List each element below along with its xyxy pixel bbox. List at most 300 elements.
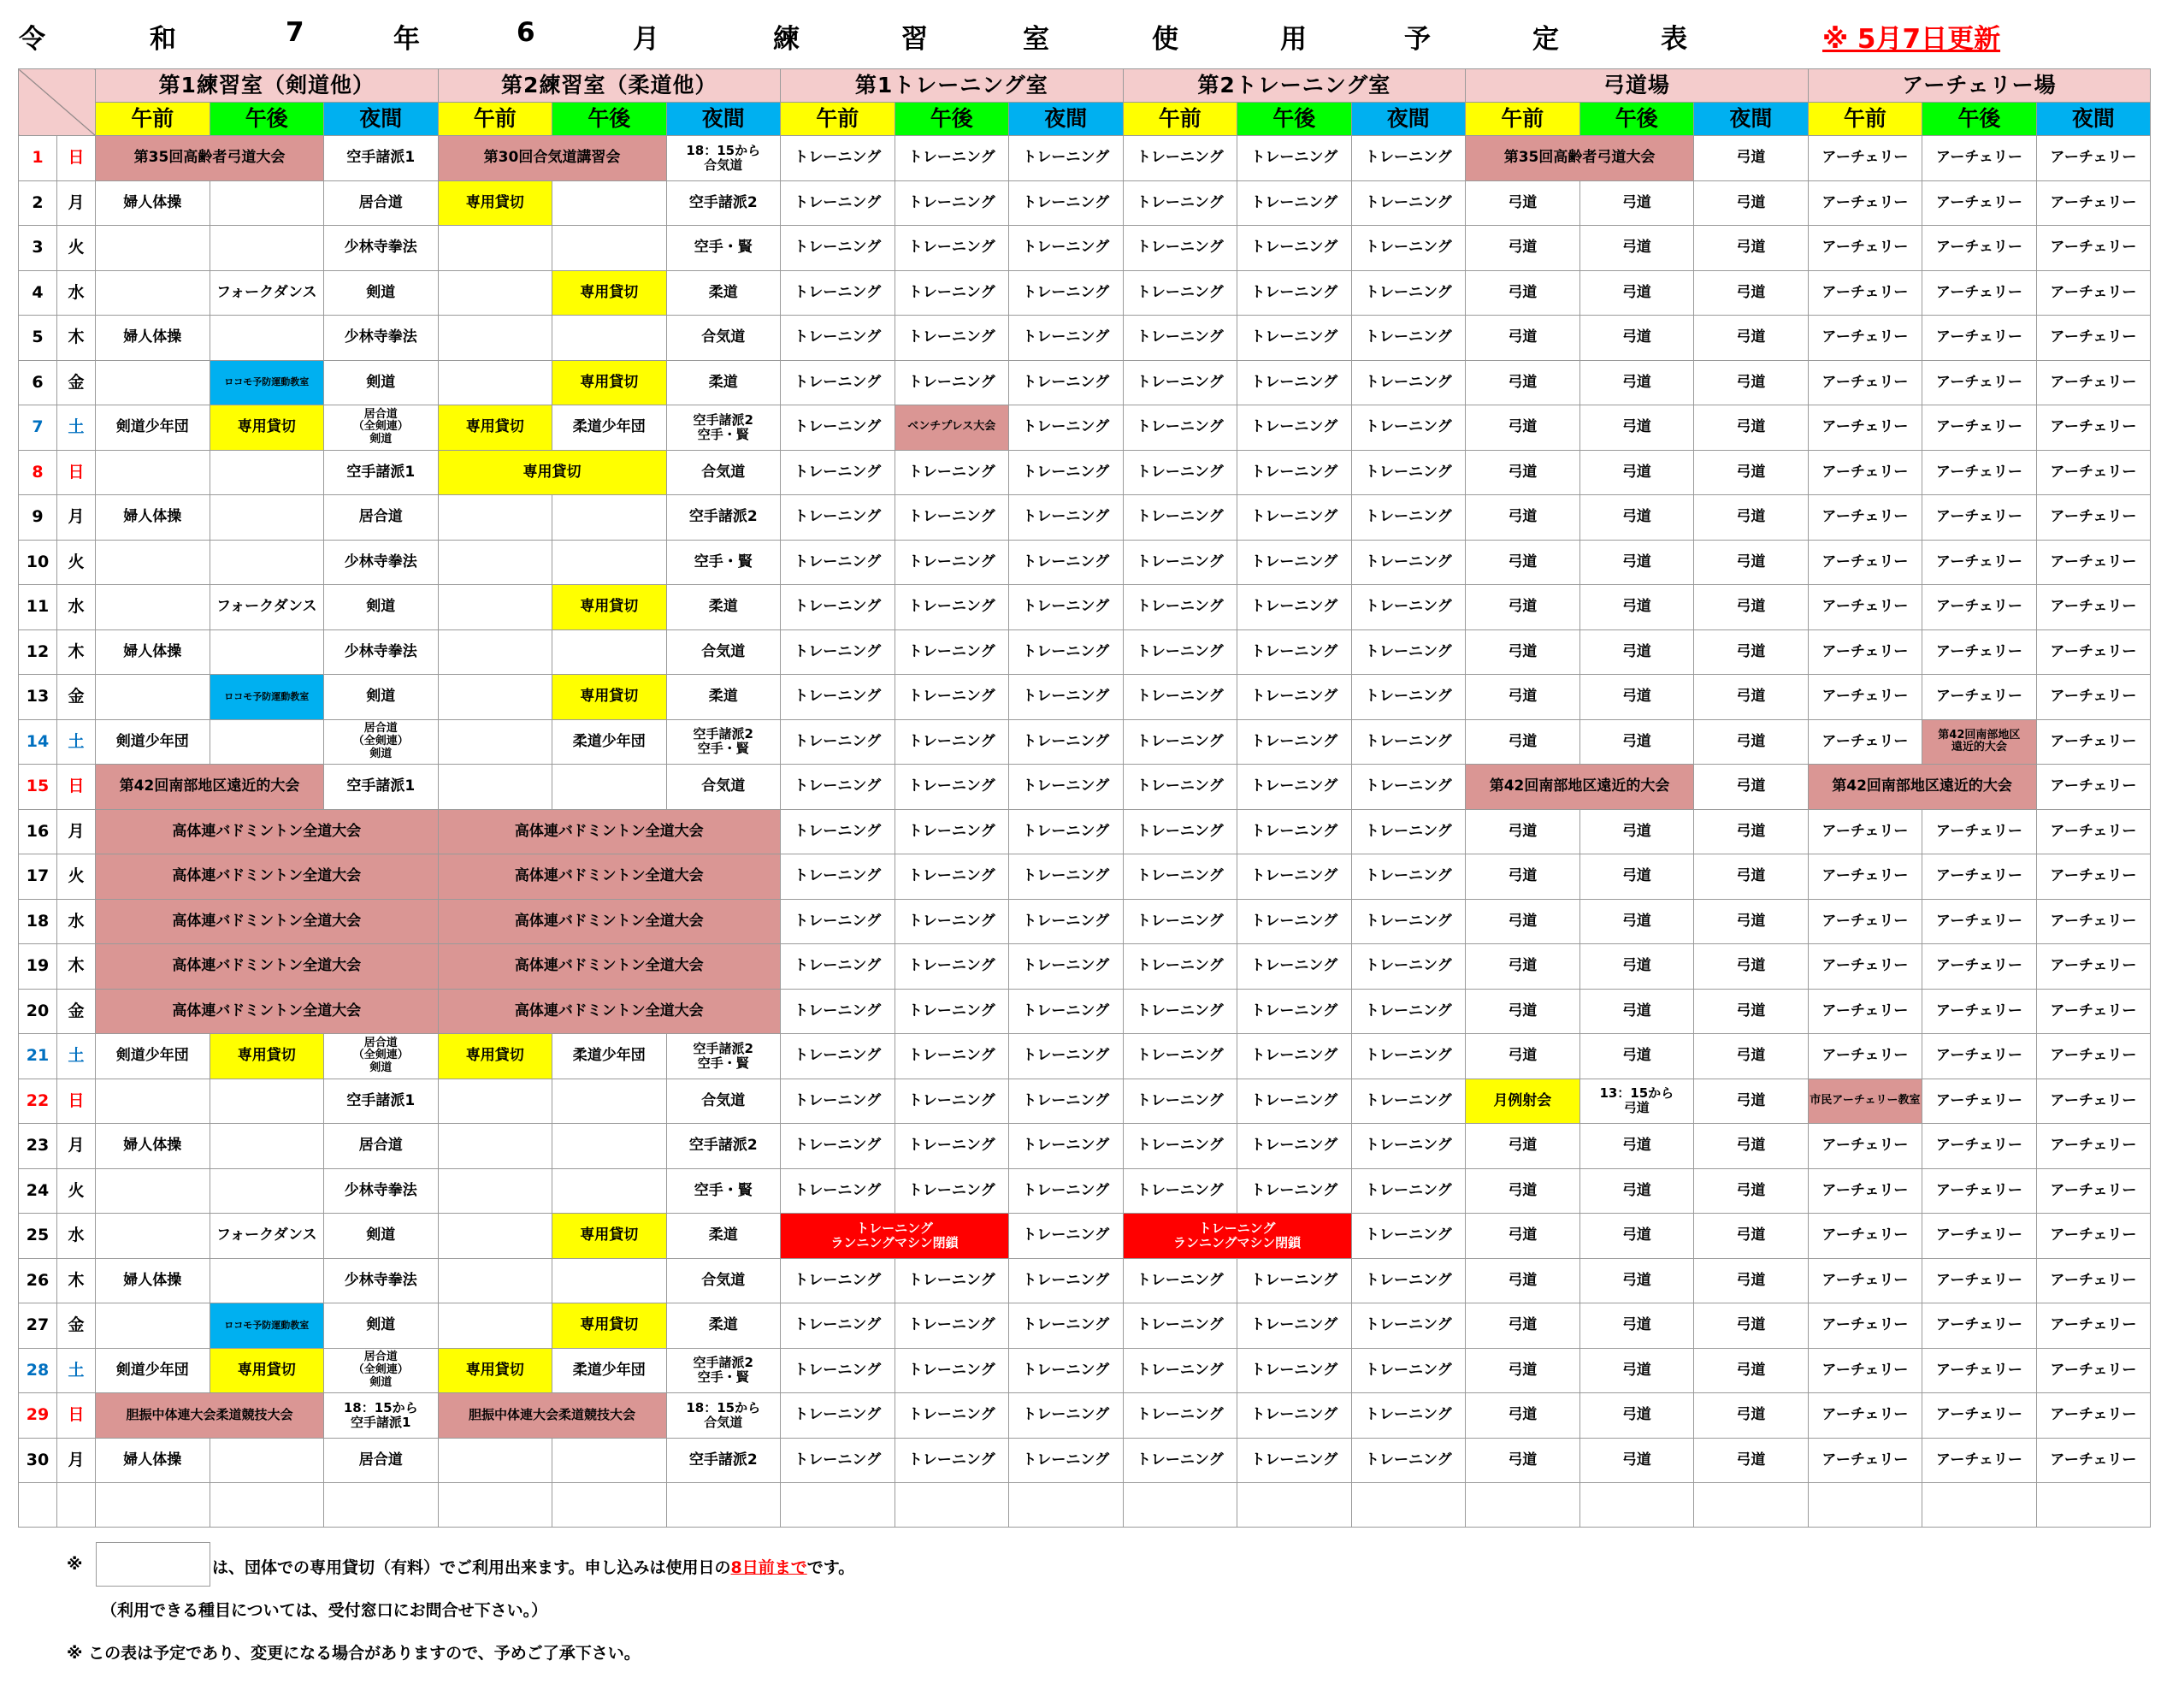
schedule-cell: アーチェリー: [1808, 1393, 1922, 1439]
schedule-cell: アーチェリー: [2036, 765, 2151, 810]
schedule-cell: 専用貸切: [210, 405, 324, 451]
schedule-cell: トレーニング: [1351, 719, 1466, 765]
schedule-cell: トレーニング: [1009, 809, 1124, 854]
schedule-cell: トレーニング: [1237, 405, 1352, 451]
schedule-cell: アーチェリー: [1808, 316, 1922, 361]
day-row: [19, 360, 2151, 405]
schedule-cell: 弓道: [1466, 540, 1580, 585]
schedule-cell: トレーニング: [895, 1168, 1009, 1214]
schedule-cell: トレーニング: [1237, 316, 1352, 361]
schedule-cell: トレーニング: [1009, 585, 1124, 630]
schedule-cell: 弓道: [1466, 405, 1580, 451]
schedule-cell: トレーニング: [1009, 1393, 1124, 1439]
day-number: 25: [19, 1214, 57, 1259]
schedule-cell: アーチェリー: [1808, 360, 1922, 405]
period-header-evening: 夜間: [324, 103, 439, 136]
schedule-cell: 弓道: [1579, 1258, 1694, 1303]
schedule-cell: トレーニング: [1237, 1438, 1352, 1483]
schedule-cell: ロコモ予防運動教室: [210, 675, 324, 720]
schedule-cell: トレーニング: [1123, 719, 1237, 765]
schedule-cell: 剣道: [324, 1214, 439, 1259]
schedule-cell: アーチェリー: [1808, 854, 1922, 900]
schedule-cell: 第35回高齢者弓道大会: [96, 136, 324, 181]
schedule-cell: [96, 360, 210, 405]
schedule-cell: 弓道: [1466, 1438, 1580, 1483]
day-row: [19, 136, 2151, 181]
schedule-cell: 弓道: [1579, 809, 1694, 854]
title-char: 習: [901, 24, 928, 55]
schedule-cell: ベンチプレス大会: [895, 405, 1009, 451]
schedule-cell: 弓道: [1694, 944, 1809, 990]
legend-swatch: [96, 1542, 210, 1587]
schedule-cell: トレーニング: [1237, 1034, 1352, 1079]
room-header-row: [19, 69, 2151, 103]
schedule-cell: 弓道: [1466, 1124, 1580, 1169]
schedule-cell: 18：15から 合気道: [666, 1393, 781, 1439]
schedule-cell: トレーニング: [895, 1348, 1009, 1393]
schedule-cell: アーチェリー: [2036, 1393, 2151, 1439]
schedule-cell: 剣道: [324, 675, 439, 720]
schedule-cell: トレーニング: [895, 944, 1009, 990]
schedule-cell: トレーニング: [895, 495, 1009, 541]
schedule-cell: トレーニング: [781, 1393, 895, 1439]
schedule-cell: トレーニング: [1237, 1168, 1352, 1214]
schedule-cell: トレーニング: [1123, 675, 1237, 720]
schedule-cell: 剣道少年団: [96, 1348, 210, 1393]
schedule-cell: アーチェリー: [1922, 540, 2037, 585]
schedule-cell: アーチェリー: [1808, 540, 1922, 585]
schedule-cell: 高体連バドミントン全道大会: [438, 809, 781, 854]
day-number: 23: [19, 1124, 57, 1169]
schedule-cell: 高体連バドミントン全道大会: [96, 899, 439, 944]
schedule-cell: トレーニング: [895, 180, 1009, 226]
schedule-cell: アーチェリー: [1922, 180, 2037, 226]
schedule-cell: トレーニング: [1237, 270, 1352, 316]
schedule-cell: トレーニング: [1009, 1124, 1124, 1169]
schedule-cell: 弓道: [1466, 1348, 1580, 1393]
empty-cell: [57, 1483, 96, 1528]
schedule-cell: 弓道: [1579, 1124, 1694, 1169]
schedule-cell: トレーニング: [1009, 270, 1124, 316]
schedule-cell: トレーニング: [1123, 1303, 1237, 1349]
day-row: [19, 1393, 2151, 1439]
title-char: 令: [19, 24, 45, 55]
schedule-cell: トレーニング: [1237, 809, 1352, 854]
day-row: [19, 495, 2151, 541]
schedule-cell: アーチェリー: [1808, 136, 1922, 181]
schedule-cell: ロコモ予防運動教室: [210, 1303, 324, 1349]
schedule-cell: トレーニング: [1009, 1303, 1124, 1349]
schedule-cell: 弓道: [1579, 629, 1694, 675]
weekday: 月: [57, 495, 96, 541]
note-line-2: （利用できる種目については、受付窓口にお問合せ下さい。）: [101, 1601, 548, 1620]
schedule-cell: トレーニング: [1009, 136, 1124, 181]
schedule-cell: アーチェリー: [2036, 629, 2151, 675]
schedule-cell: アーチェリー: [1922, 1348, 2037, 1393]
schedule-cell: アーチェリー: [2036, 180, 2151, 226]
schedule-cell: トレーニング: [1237, 1393, 1352, 1439]
period-header-am: 午前: [781, 103, 895, 136]
schedule-cell: アーチェリー: [1922, 854, 2037, 900]
schedule-cell: トレーニング: [895, 854, 1009, 900]
schedule-cell: 胆振中体連大会柔道競技大会: [438, 1393, 666, 1439]
schedule-cell: 弓道: [1694, 719, 1809, 765]
weekday: 月: [57, 180, 96, 226]
schedule-cell: トレーニング: [1009, 226, 1124, 271]
schedule-cell: アーチェリー: [1922, 1168, 2037, 1214]
schedule-cell: 弓道: [1579, 944, 1694, 990]
schedule-cell: アーチェリー: [1808, 1303, 1922, 1349]
schedule-cell: 弓道: [1579, 540, 1694, 585]
schedule-cell: アーチェリー: [1808, 809, 1922, 854]
schedule-cell: [210, 316, 324, 361]
schedule-cell: トレーニング: [1009, 629, 1124, 675]
schedule-cell: トレーニング: [781, 1124, 895, 1169]
weekday: 日: [57, 450, 96, 495]
schedule-cell: トレーニング: [1123, 316, 1237, 361]
empty-cell: [1351, 1483, 1466, 1528]
day-number: 1: [19, 136, 57, 181]
schedule-cell: 弓道: [1579, 450, 1694, 495]
schedule-cell: 高体連バドミントン全道大会: [438, 854, 781, 900]
schedule-cell: トレーニング: [895, 1258, 1009, 1303]
schedule-cell: アーチェリー: [1922, 1214, 2037, 1259]
weekday: 水: [57, 899, 96, 944]
schedule-cell: 弓道: [1579, 180, 1694, 226]
schedule-cell: トレーニング: [1351, 765, 1466, 810]
day-row: [19, 1303, 2151, 1349]
schedule-cell: [552, 226, 667, 271]
schedule-cell: アーチェリー: [2036, 1303, 2151, 1349]
schedule-cell: トレーニング: [781, 899, 895, 944]
schedule-cell: トレーニング: [1237, 136, 1352, 181]
schedule-cell: 居合道: [324, 1124, 439, 1169]
empty-cell: [1123, 1483, 1237, 1528]
schedule-cell: アーチェリー: [2036, 854, 2151, 900]
day-number: 29: [19, 1393, 57, 1439]
period-header-am: 午前: [1808, 103, 1922, 136]
schedule-cell: 居合道: [324, 180, 439, 226]
schedule-cell: アーチェリー: [1922, 360, 2037, 405]
schedule-cell: 弓道: [1694, 1258, 1809, 1303]
schedule-cell: 高体連バドミントン全道大会: [438, 899, 781, 944]
schedule-cell: 居合道 （全剣連） 剣道: [324, 405, 439, 451]
schedule-cell: 柔道少年団: [552, 1034, 667, 1079]
schedule-cell: 専用貸切: [438, 405, 552, 451]
title-char: 年: [393, 24, 420, 55]
schedule-cell: 弓道: [1579, 1034, 1694, 1079]
schedule-table: [18, 68, 2151, 1528]
schedule-cell: トレーニング: [1351, 1168, 1466, 1214]
schedule-cell: 弓道: [1466, 316, 1580, 361]
day-row: [19, 809, 2151, 854]
schedule-cell: トレーニング: [781, 1168, 895, 1214]
schedule-cell: トレーニング: [1237, 1348, 1352, 1393]
schedule-cell: [552, 1124, 667, 1169]
empty-cell: [324, 1483, 439, 1528]
schedule-cell: 弓道: [1466, 585, 1580, 630]
schedule-cell: 空手諸派1: [324, 136, 439, 181]
weekday: 月: [57, 1438, 96, 1483]
schedule-cell: アーチェリー: [1808, 1348, 1922, 1393]
empty-cell: [1009, 1483, 1124, 1528]
schedule-cell: アーチェリー: [1808, 1258, 1922, 1303]
schedule-cell: [438, 1168, 552, 1214]
period-header-evening: 夜間: [1694, 103, 1809, 136]
day-row: [19, 180, 2151, 226]
room-header: 弓道場: [1466, 69, 1809, 103]
schedule-cell: [210, 180, 324, 226]
schedule-cell: 空手諸派2: [666, 180, 781, 226]
day-number: 14: [19, 719, 57, 765]
schedule-cell: 高体連バドミントン全道大会: [96, 989, 439, 1034]
schedule-cell: トレーニング: [895, 675, 1009, 720]
empty-cell: [210, 1483, 324, 1528]
schedule-cell: [210, 629, 324, 675]
schedule-cell: アーチェリー: [1808, 899, 1922, 944]
room-header: アーチェリー場: [1808, 69, 2151, 103]
schedule-cell: アーチェリー: [1922, 1303, 2037, 1349]
schedule-cell: トレーニング: [1237, 675, 1352, 720]
schedule-cell: アーチェリー: [1808, 1438, 1922, 1483]
schedule-cell: 第42回南部地区 遠近的大会: [1922, 719, 2037, 765]
schedule-cell: アーチェリー: [2036, 899, 2151, 944]
schedule-cell: トレーニング: [895, 1303, 1009, 1349]
schedule-cell: トレーニング: [895, 899, 1009, 944]
schedule-cell: [96, 1168, 210, 1214]
schedule-cell: 弓道: [1466, 180, 1580, 226]
page-title: [19, 12, 2140, 60]
schedule-cell: トレーニング: [1123, 495, 1237, 541]
schedule-cell: 高体連バドミントン全道大会: [96, 854, 439, 900]
title-char: 使: [1152, 24, 1178, 55]
schedule-cell: 弓道: [1466, 809, 1580, 854]
schedule-cell: 少林寺拳法: [324, 1168, 439, 1214]
schedule-cell: トレーニング: [1237, 450, 1352, 495]
weekday: 月: [57, 1124, 96, 1169]
schedule-cell: アーチェリー: [2036, 270, 2151, 316]
schedule-cell: 弓道: [1694, 1393, 1809, 1439]
schedule-cell: 婦人体操: [96, 1124, 210, 1169]
empty-cell: [1466, 1483, 1580, 1528]
schedule-cell: [438, 495, 552, 541]
weekday: 土: [57, 1034, 96, 1079]
schedule-cell: [210, 1438, 324, 1483]
schedule-cell: 専用貸切: [552, 360, 667, 405]
title-char: 練: [773, 24, 800, 55]
schedule-cell: アーチェリー: [1922, 989, 2037, 1034]
day-row: [19, 629, 2151, 675]
schedule-cell: トレーニング: [1009, 495, 1124, 541]
schedule-cell: フォークダンス: [210, 585, 324, 630]
period-header-pm: 午後: [1922, 103, 2037, 136]
day-number: 4: [19, 270, 57, 316]
schedule-cell: 弓道: [1579, 675, 1694, 720]
schedule-cell: トレーニング: [1351, 629, 1466, 675]
schedule-cell: トレーニング ランニングマシン閉鎖: [781, 1214, 1009, 1259]
schedule-cell: アーチェリー: [1922, 316, 2037, 361]
schedule-cell: [96, 1303, 210, 1349]
schedule-cell: 弓道: [1579, 405, 1694, 451]
schedule-cell: トレーニング: [895, 1124, 1009, 1169]
note-mark: ※: [67, 1555, 83, 1574]
schedule-cell: トレーニング: [1351, 450, 1466, 495]
schedule-cell: トレーニング: [1009, 719, 1124, 765]
schedule-cell: トレーニング: [1009, 1438, 1124, 1483]
schedule-cell: 専用貸切: [210, 1034, 324, 1079]
schedule-cell: 弓道: [1579, 495, 1694, 541]
schedule-cell: 弓道: [1694, 405, 1809, 451]
schedule-cell: アーチェリー: [2036, 1168, 2151, 1214]
schedule-cell: トレーニング: [1009, 1214, 1124, 1259]
schedule-cell: トレーニング: [895, 360, 1009, 405]
schedule-cell: アーチェリー: [2036, 1079, 2151, 1124]
schedule-cell: アーチェリー: [2036, 1438, 2151, 1483]
schedule-cell: [210, 495, 324, 541]
schedule-cell: 弓道: [1694, 1303, 1809, 1349]
empty-cell: [19, 1483, 57, 1528]
schedule-cell: 弓道: [1466, 854, 1580, 900]
schedule-cell: フォークダンス: [210, 270, 324, 316]
schedule-cell: 婦人体操: [96, 1438, 210, 1483]
schedule-cell: トレーニング: [1351, 1303, 1466, 1349]
title-char: 室: [1023, 24, 1049, 55]
schedule-cell: 第42回南部地区遠近的大会: [96, 765, 324, 810]
schedule-cell: アーチェリー: [1922, 675, 2037, 720]
period-header-evening: 夜間: [2036, 103, 2151, 136]
schedule-cell: アーチェリー: [1808, 450, 1922, 495]
schedule-cell: 居合道 （全剣連） 剣道: [324, 719, 439, 765]
schedule-cell: アーチェリー: [1808, 226, 1922, 271]
schedule-cell: トレーニング: [1351, 585, 1466, 630]
title-char: 予: [1404, 24, 1431, 55]
schedule-cell: [438, 1438, 552, 1483]
schedule-cell: トレーニング: [1237, 899, 1352, 944]
schedule-cell: トレーニング: [781, 629, 895, 675]
day-row: [19, 1168, 2151, 1214]
schedule-cell: [210, 226, 324, 271]
empty-cell: [1237, 1483, 1352, 1528]
weekday: 土: [57, 719, 96, 765]
schedule-cell: 柔道少年団: [552, 1348, 667, 1393]
schedule-cell: 弓道: [1694, 180, 1809, 226]
schedule-cell: [438, 765, 552, 810]
schedule-cell: 柔道少年団: [552, 719, 667, 765]
day-row: [19, 1079, 2151, 1124]
schedule-cell: 弓道: [1579, 854, 1694, 900]
empty-cell: [1922, 1483, 2037, 1528]
schedule-cell: [210, 1079, 324, 1124]
schedule-cell: トレーニング: [895, 226, 1009, 271]
weekday: 水: [57, 270, 96, 316]
schedule-cell: 合気道: [666, 316, 781, 361]
schedule-cell: トレーニング: [1351, 136, 1466, 181]
period-header-pm: 午後: [895, 103, 1009, 136]
weekday: 金: [57, 989, 96, 1034]
schedule-cell: 剣道少年団: [96, 405, 210, 451]
schedule-cell: トレーニング: [1351, 1079, 1466, 1124]
schedule-cell: トレーニング: [781, 944, 895, 990]
day-row: [19, 1258, 2151, 1303]
period-header-evening: 夜間: [1009, 103, 1124, 136]
schedule-cell: 弓道: [1694, 270, 1809, 316]
schedule-cell: 弓道: [1694, 1348, 1809, 1393]
schedule-cell: 弓道: [1466, 629, 1580, 675]
schedule-cell: トレーニング: [1351, 1258, 1466, 1303]
schedule-cell: 剣道: [324, 360, 439, 405]
title-char: 定: [1532, 24, 1559, 55]
period-header-pm: 午後: [210, 103, 324, 136]
schedule-cell: アーチェリー: [1922, 1034, 2037, 1079]
schedule-cell: 空手諸派2 空手・賢: [666, 1348, 781, 1393]
schedule-cell: 弓道: [1579, 989, 1694, 1034]
schedule-cell: 空手諸派2 空手・賢: [666, 405, 781, 451]
schedule-cell: 弓道: [1466, 944, 1580, 990]
day-number: 15: [19, 765, 57, 810]
weekday: 金: [57, 360, 96, 405]
schedule-cell: 合気道: [666, 629, 781, 675]
schedule-cell: トレーニング: [781, 180, 895, 226]
schedule-cell: アーチェリー: [2036, 675, 2151, 720]
schedule-cell: 高体連バドミントン全道大会: [96, 944, 439, 990]
schedule-cell: トレーニング: [895, 629, 1009, 675]
schedule-cell: 弓道: [1579, 1348, 1694, 1393]
schedule-cell: フォークダンス: [210, 1214, 324, 1259]
schedule-cell: トレーニング: [1009, 1258, 1124, 1303]
schedule-cell: 婦人体操: [96, 495, 210, 541]
schedule-cell: トレーニング: [781, 226, 895, 271]
day-row: [19, 1124, 2151, 1169]
schedule-cell: 弓道: [1694, 1124, 1809, 1169]
schedule-cell: 空手諸派2: [666, 1124, 781, 1169]
period-header-am: 午前: [1123, 103, 1237, 136]
schedule-cell: トレーニング: [895, 316, 1009, 361]
schedule-cell: トレーニング: [895, 1034, 1009, 1079]
schedule-cell: [438, 360, 552, 405]
schedule-cell: アーチェリー: [1922, 1124, 2037, 1169]
schedule-cell: 弓道: [1466, 1303, 1580, 1349]
day-row: [19, 226, 2151, 271]
schedule-cell: アーチェリー: [1922, 495, 2037, 541]
schedule-cell: 弓道: [1466, 1393, 1580, 1439]
weekday: 水: [57, 1214, 96, 1259]
schedule-cell: アーチェリー: [1808, 629, 1922, 675]
schedule-cell: 弓道: [1466, 1034, 1580, 1079]
schedule-cell: 弓道: [1579, 1303, 1694, 1349]
weekday: 日: [57, 136, 96, 181]
schedule-cell: トレーニング: [1123, 180, 1237, 226]
weekday: 金: [57, 1303, 96, 1349]
schedule-cell: 弓道: [1694, 675, 1809, 720]
day-row: [19, 1438, 2151, 1483]
schedule-cell: トレーニング: [1351, 1034, 1466, 1079]
schedule-cell: トレーニング: [781, 854, 895, 900]
schedule-cell: 高体連バドミントン全道大会: [438, 944, 781, 990]
schedule-cell: トレーニング: [1009, 765, 1124, 810]
schedule-cell: 弓道: [1579, 1168, 1694, 1214]
schedule-cell: 専用貸切: [438, 450, 666, 495]
schedule-cell: [438, 1303, 552, 1349]
schedule-cell: 弓道: [1694, 585, 1809, 630]
schedule-cell: トレーニング: [1123, 405, 1237, 451]
schedule-cell: トレーニング: [895, 989, 1009, 1034]
schedule-cell: 弓道: [1694, 226, 1809, 271]
schedule-cell: トレーニング: [1351, 360, 1466, 405]
schedule-cell: トレーニング: [1009, 1168, 1124, 1214]
schedule-cell: [96, 585, 210, 630]
day-row: [19, 585, 2151, 630]
schedule-cell: トレーニング: [781, 809, 895, 854]
